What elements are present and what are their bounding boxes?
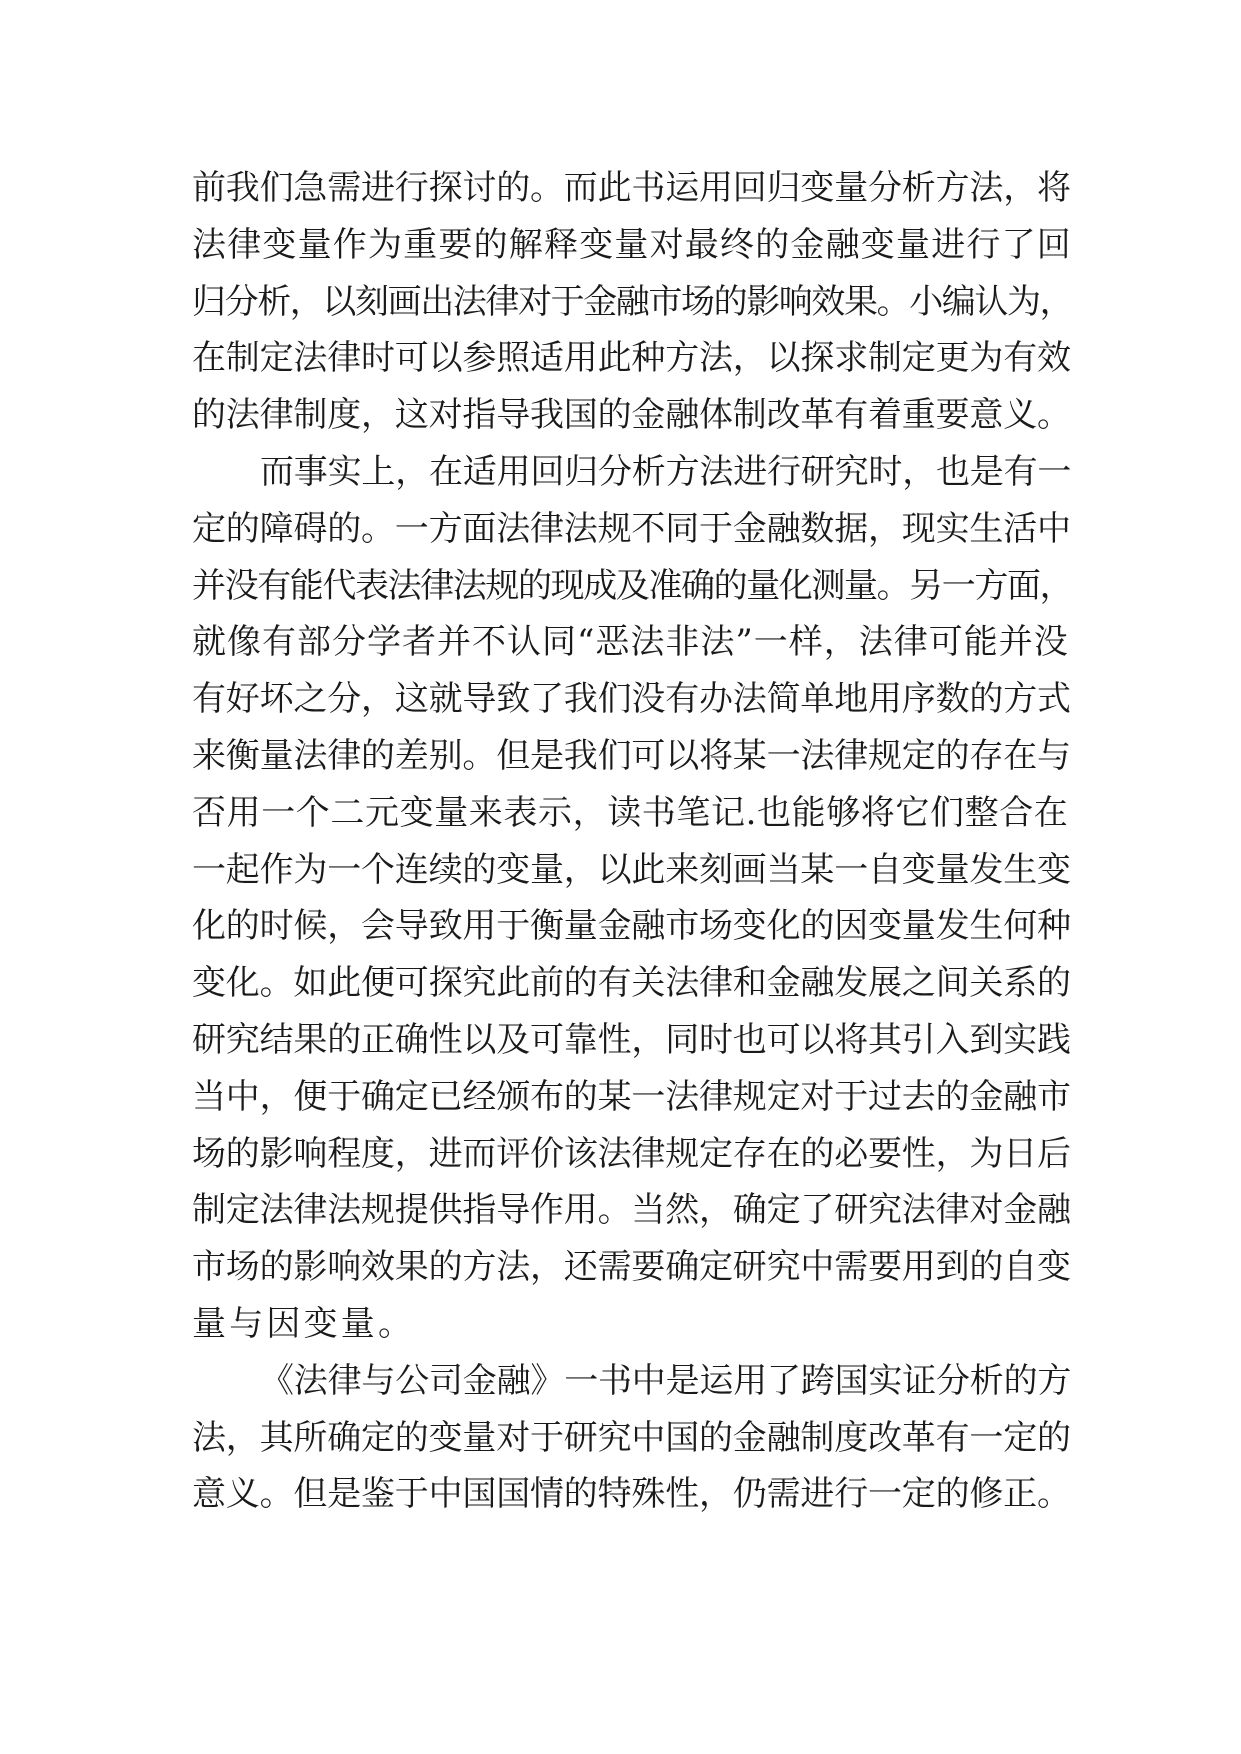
text-line: 并没有能代表法律法规的现成及准确的量化测量。另一方面， — [192, 565, 1073, 606]
text-line: 定的障碍的。一方面法律法规不同于金融数据，现实生活中 — [192, 508, 1071, 549]
text-line: 的法律制度，这对指导我国的金融体制改革有着重要意义。 — [192, 395, 1071, 436]
document-body — [192, 160, 1072, 1523]
text-line: 在制定法律时可以参照适用此种方法，以探求制定更为有效 — [192, 338, 1071, 379]
text-line: 量与因变量。 — [192, 1303, 416, 1344]
text-line: 就像有部分学者并不认同“恶法非法”一样，法律可能并没 — [192, 622, 1069, 663]
text-line: 意义。但是鉴于中国国情的特殊性，仍需进行一定的修正。 — [192, 1474, 1071, 1515]
text-line: 有好坏之分，这就导致了我们没有办法简单地用序数的方式 — [192, 679, 1071, 720]
text-line: 场的影响程度，进而评价该法律规定存在的必要性，为日后 — [192, 1133, 1071, 1174]
text-line: 法律变量作为重要的解释变量对最终的金融变量进行了回 — [192, 224, 1072, 265]
text-line: 市场的影响效果的方法，还需要确定研究中需要用到的自变 — [192, 1247, 1071, 1288]
text-line: 变化。如此便可探究此前的有关法律和金融发展之间关系的 — [192, 963, 1071, 1004]
text-line: 法，其所确定的变量对于研究中国的金融制度改革有一定的 — [192, 1417, 1071, 1458]
paragraph-3 — [192, 1353, 1072, 1523]
text-line: 化的时候，会导致用于衡量金融市场变化的因变量发生何种 — [192, 906, 1071, 947]
text-line: 《法律与公司金融》一书中是运用了跨国实证分析的方 — [260, 1360, 1072, 1401]
text-line: 研究结果的正确性以及可靠性，同时也可以将其引入到实践 — [192, 1019, 1071, 1060]
text-line: 而事实上，在适用回归分析方法进行研究时，也是有一 — [260, 451, 1072, 492]
text-line: 来衡量法律的差别。但是我们可以将某一法律规定的存在与 — [192, 735, 1071, 776]
text-line: 否用一个二元变量来表示，读书笔记.也能够将它们整合在 — [192, 792, 1069, 833]
text-line: 前我们急需进行探讨的。而此书运用回归变量分析方法，将 — [192, 168, 1071, 208]
paragraph-2 — [192, 444, 1072, 1353]
text-line: 当中，便于确定已经颁布的某一法律规定对于过去的金融市 — [192, 1076, 1071, 1117]
text-line: 一起作为一个连续的变量，以此来刻画当某一自变量发生变 — [192, 849, 1071, 890]
paragraph-1 — [192, 160, 1072, 444]
text-line: 归分析，以刻画出法律对于金融市场的影响效果。小编认为， — [192, 281, 1073, 322]
text-line: 制定法律法规提供指导作用。当然，确定了研究法律对金融 — [192, 1190, 1071, 1231]
